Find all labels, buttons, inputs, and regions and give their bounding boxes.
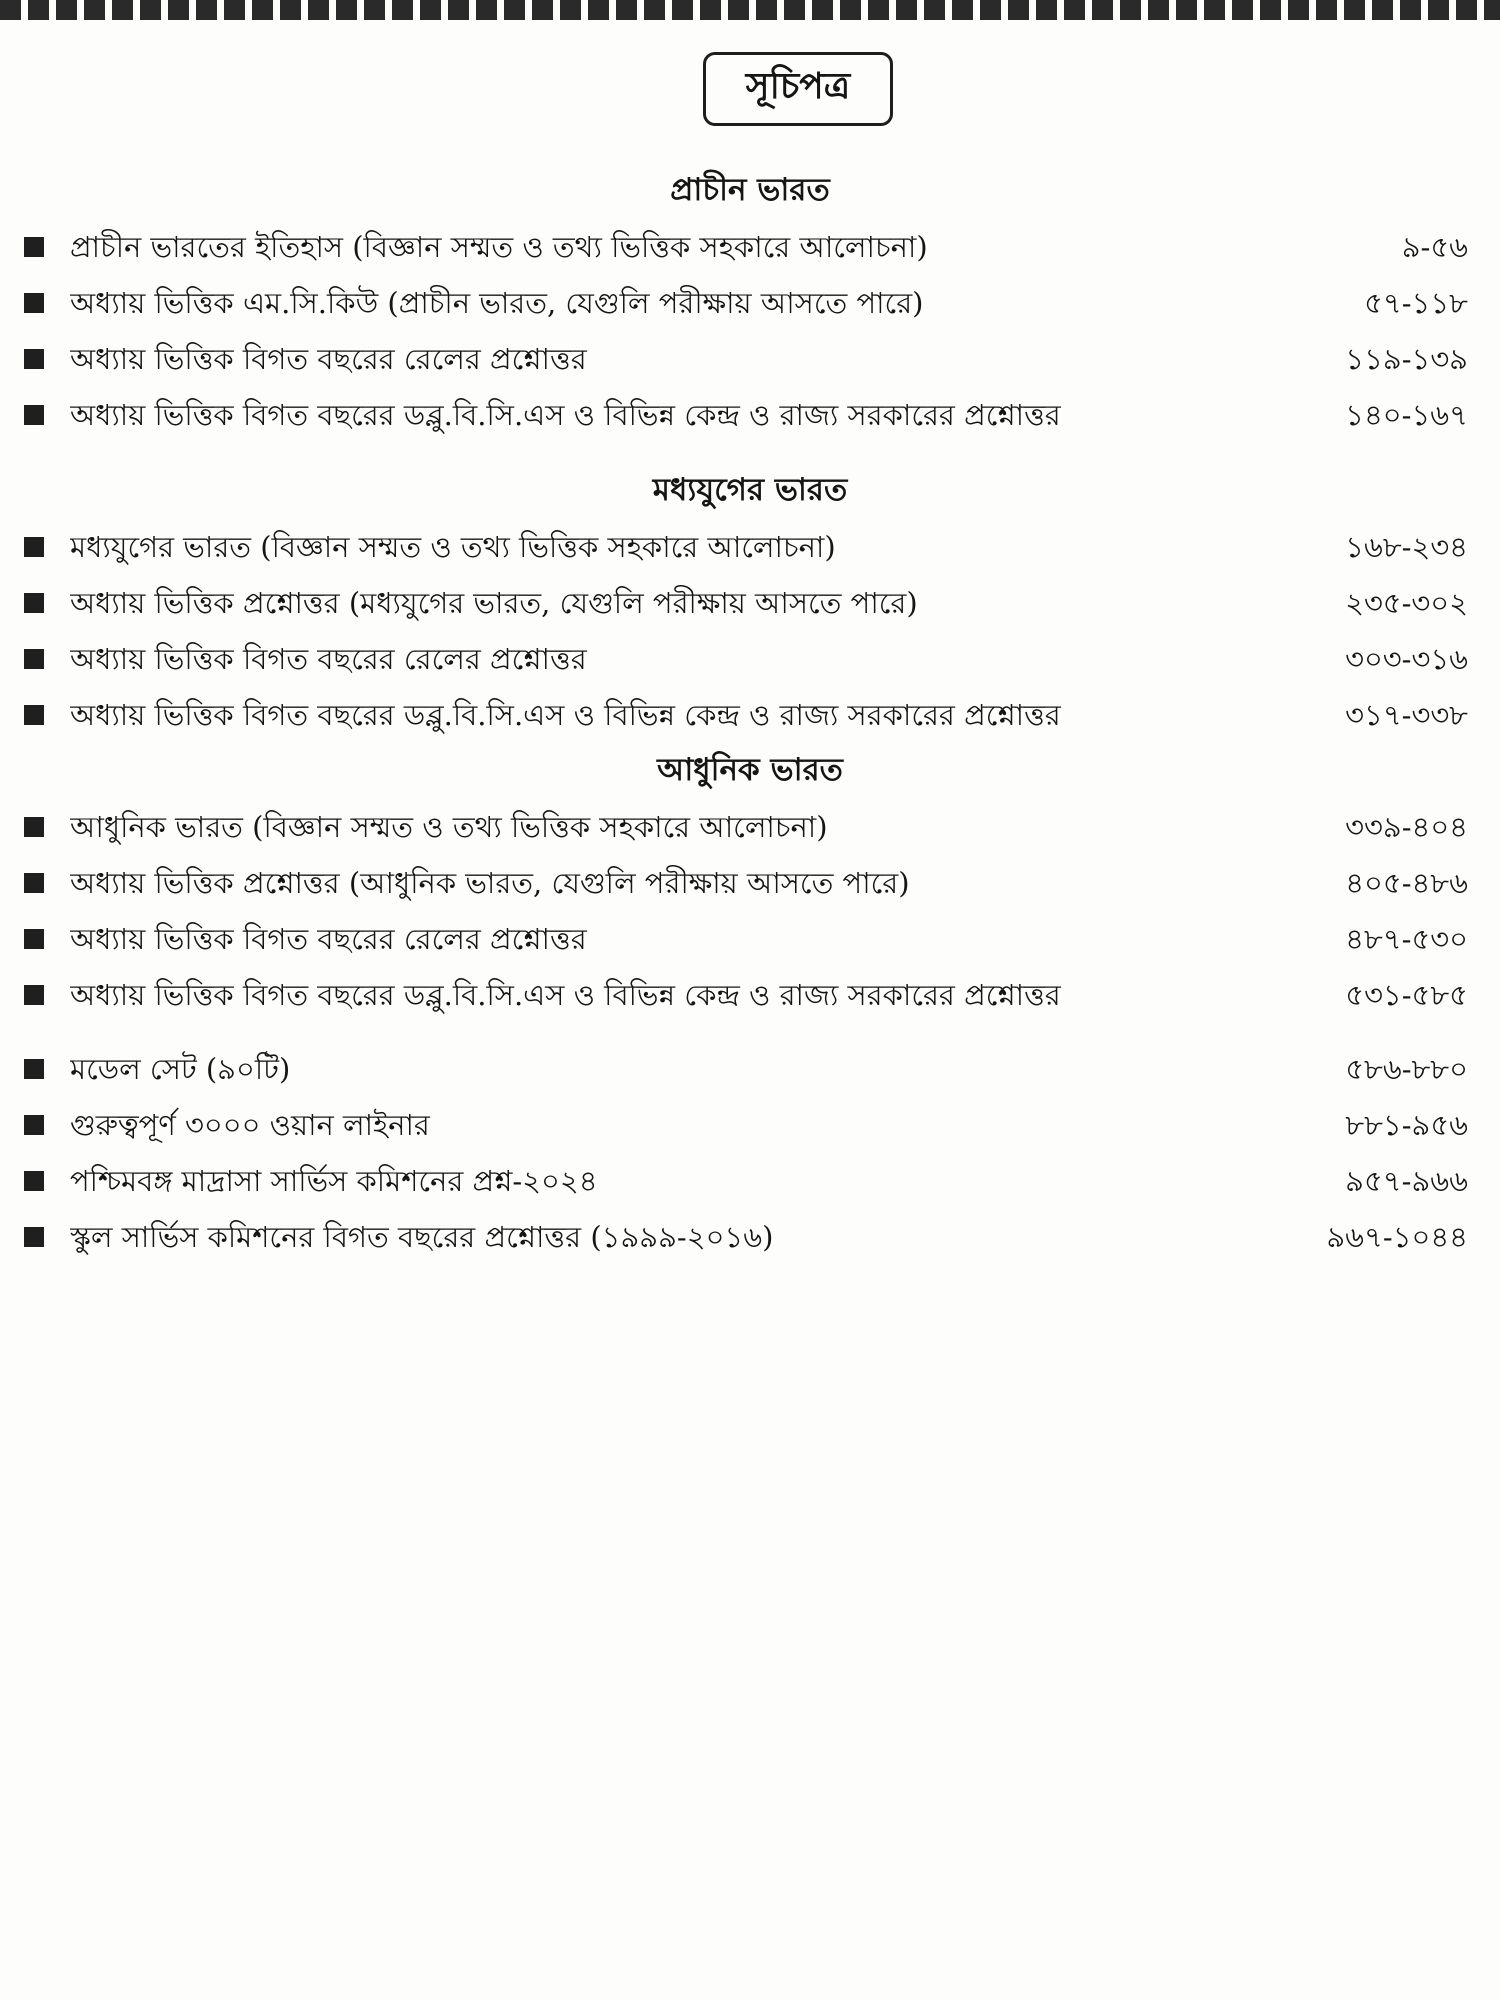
item-title: মডেল সেট (৯০টি) <box>70 1052 291 1086</box>
item-pages: ৪০৫-৪৮৬ <box>1345 866 1468 900</box>
list-item <box>0 390 1500 440</box>
square-bullet-icon <box>24 985 44 1005</box>
item-pages: ৫৩১-৫৮৫ <box>1345 978 1468 1012</box>
item-pages: ৫৮৬-৮৮০ <box>1345 1052 1468 1086</box>
list-item <box>0 914 1500 964</box>
item-pages: ১৪০-১৬৭ <box>1345 398 1468 432</box>
list-item <box>0 278 1500 328</box>
list-item <box>0 1156 1500 1206</box>
list-item <box>0 1212 1500 1262</box>
item-title: অধ্যায় ভিত্তিক প্রশ্নোত্তর (মধ্যযুগের ভারত, যেগুলি পরীক্ষায় আসতে পারে) <box>70 586 918 620</box>
square-bullet-icon <box>24 293 44 313</box>
list-item <box>0 858 1500 908</box>
item-pages: ৯৬৭-১০৪৪ <box>1326 1220 1468 1254</box>
square-bullet-icon <box>24 817 44 837</box>
square-bullet-icon <box>24 649 44 669</box>
item-title: মধ্যযুগের ভারত (বিজ্ঞান সম্মত ও তথ্য ভিত্তিক সহকারে আলোচনা) <box>70 530 836 564</box>
square-bullet-icon <box>24 1115 44 1135</box>
square-bullet-icon <box>24 1171 44 1191</box>
square-bullet-icon <box>24 929 44 949</box>
square-bullet-icon <box>24 237 44 257</box>
item-pages: ৯৫৭-৯৬৬ <box>1345 1164 1468 1198</box>
list-item <box>0 634 1500 684</box>
item-title: আধুনিক ভারত (বিজ্ঞান সম্মত ও তথ্য ভিত্তিক সহকারে আলোচনা) <box>70 810 828 844</box>
square-bullet-icon <box>24 537 44 557</box>
toc-title: সূচিপত্র <box>703 52 893 126</box>
item-title: গুরুত্বপূর্ণ ৩০০০ ওয়ান লাইনার <box>70 1108 430 1142</box>
list-item <box>0 1044 1500 1094</box>
item-title: অধ্যায় ভিত্তিক বিগত বছরের ডব্লু.বি.সি.এস ও বিভিন্ন কেন্দ্র ও রাজ্য সরকারের প্রশ্নোত্তর <box>70 698 1061 732</box>
item-pages: ৪৮৭-৫৩০ <box>1345 922 1468 956</box>
square-bullet-icon <box>24 593 44 613</box>
item-pages: ২৩৫-৩০২ <box>1345 586 1468 620</box>
item-title: অধ্যায় ভিত্তিক এম.সি.কিউ (প্রাচীন ভারত, যেগুলি পরীক্ষায় আসতে পারে) <box>70 286 924 320</box>
square-bullet-icon <box>24 1059 44 1079</box>
list-item <box>0 970 1500 1020</box>
top-dashed-border <box>0 0 1500 20</box>
list-item <box>0 802 1500 852</box>
item-pages: ৩১৭-৩৩৮ <box>1345 698 1468 732</box>
item-title: স্কুল সার্ভিস কমিশনের বিগত বছরের প্রশ্নোত্তর (১৯৯৯-২০১৬) <box>70 1220 774 1254</box>
section-heading-modern: আধুনিক ভারত <box>657 752 843 788</box>
list-item <box>0 578 1500 628</box>
item-pages: ৯-৫৬ <box>1401 230 1468 264</box>
item-pages: ১৬৮-২৩৪ <box>1345 530 1468 564</box>
section-heading-medieval: মধ্যযুগের ভারত <box>652 472 848 508</box>
item-pages: ১১৯-১৩৯ <box>1345 342 1468 376</box>
list-item <box>0 222 1500 272</box>
item-pages: ৩৩৯-৪০৪ <box>1345 810 1468 844</box>
item-pages: ৮৮১-৯৫৬ <box>1345 1108 1468 1142</box>
item-title: অধ্যায় ভিত্তিক বিগত বছরের ডব্লু.বি.সি.এস ও বিভিন্ন কেন্দ্র ও রাজ্য সরকারের প্রশ্নোত্তর <box>70 978 1061 1012</box>
item-title: পশ্চিমবঙ্গ মাদ্রাসা সার্ভিস কমিশনের প্রশ্ন-২০২৪ <box>70 1164 598 1198</box>
list-item <box>0 1100 1500 1150</box>
item-pages: ৩০৩-৩১৬ <box>1345 642 1468 676</box>
item-title: প্রাচীন ভারতের ইতিহাস (বিজ্ঞান সম্মত ও তথ্য ভিত্তিক সহকারে আলোচনা) <box>70 230 928 264</box>
list-item <box>0 334 1500 384</box>
item-title: অধ্যায় ভিত্তিক প্রশ্নোত্তর (আধুনিক ভারত, যেগুলি পরীক্ষায় আসতে পারে) <box>70 866 910 900</box>
item-title: অধ্যায় ভিত্তিক বিগত বছরের ডব্লু.বি.সি.এস ও বিভিন্ন কেন্দ্র ও রাজ্য সরকারের প্রশ্নোত্তর <box>70 398 1061 432</box>
item-title: অধ্যায় ভিত্তিক বিগত বছরের রেলের প্রশ্নোত্তর <box>70 642 587 676</box>
item-title: অধ্যায় ভিত্তিক বিগত বছরের রেলের প্রশ্নোত্তর <box>70 922 587 956</box>
section-heading-ancient: প্রাচীন ভারত <box>670 172 830 208</box>
list-item <box>0 522 1500 572</box>
square-bullet-icon <box>24 873 44 893</box>
square-bullet-icon <box>24 1227 44 1247</box>
item-title: অধ্যায় ভিত্তিক বিগত বছরের রেলের প্রশ্নোত্তর <box>70 342 587 376</box>
list-item <box>0 690 1500 740</box>
item-pages: ৫৭-১১৮ <box>1364 286 1468 320</box>
square-bullet-icon <box>24 705 44 725</box>
square-bullet-icon <box>24 405 44 425</box>
square-bullet-icon <box>24 349 44 369</box>
